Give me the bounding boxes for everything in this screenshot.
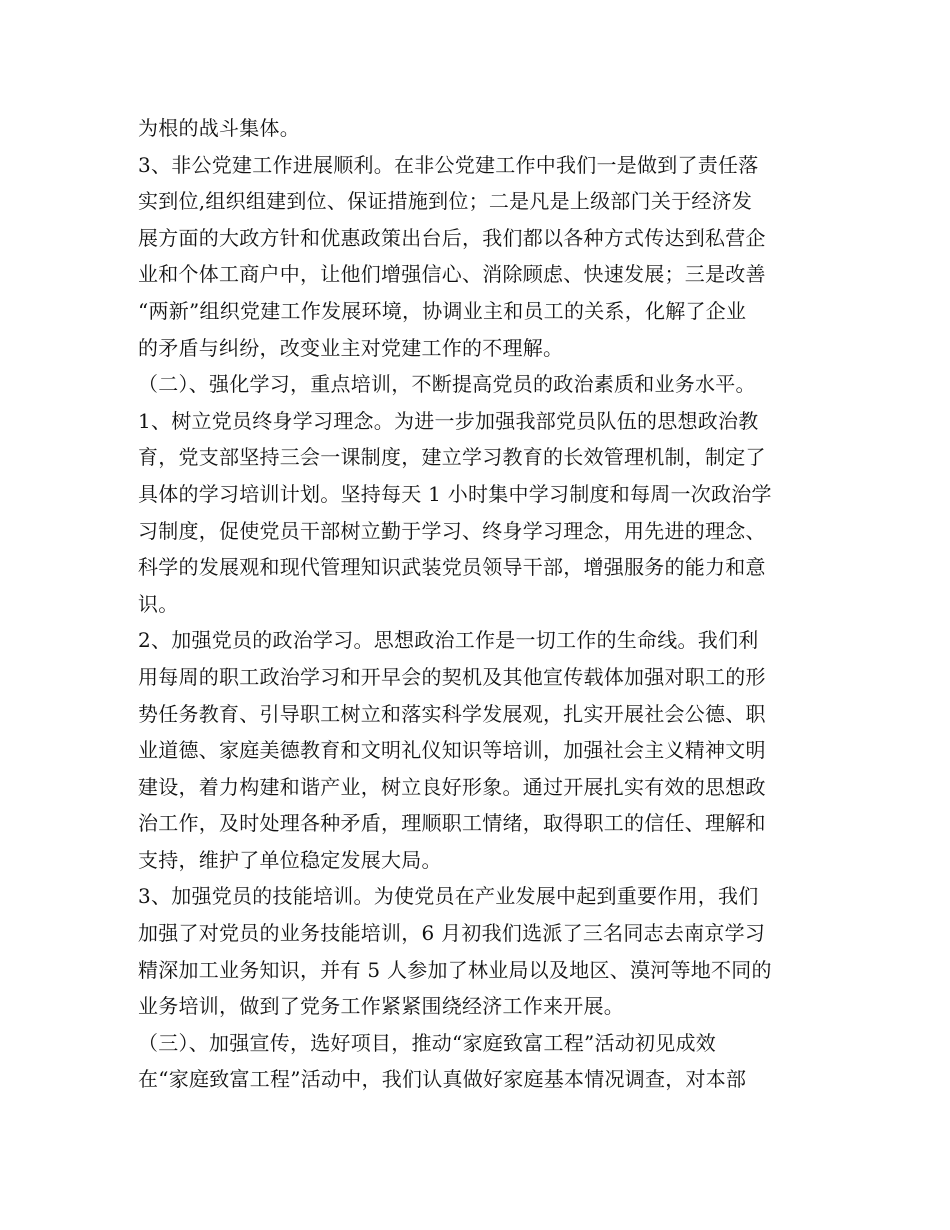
text-line: 业和个体工商户中，让他们增强信心、消除顾虑、快速发展；三是改善 [138, 262, 766, 287]
text-line: 业务培训，做到了党务工作紧紧围绕经济工作来开展。 [138, 994, 624, 1019]
text-line: 识。 [138, 591, 179, 616]
text-line: 具体的学习培训计划。坚持每天 1 小时集中学习制度和每周一次政治学 [138, 481, 772, 506]
text-line: 1、树立党员终身学习理念。为进一步加强我部党员队伍的思想政治教 [138, 408, 759, 433]
text-line: 3、加强党员的技能培训。为使党员在产业发展中起到重要作用，我们 [138, 884, 759, 909]
text-line: 实到位,组织组建到位、保证措施到位；二是凡是上级部门关于经济发 [138, 189, 753, 214]
text-line: 在“家庭致富工程”活动中，我们认真做好家庭基本情况调查，对本部 [138, 1067, 747, 1092]
text-line: 建设，着力构建和谐产业，树立良好形象。通过开展扎实有效的思想政 [138, 774, 766, 799]
text-line: 的矛盾与纠纷，改变业主对党建工作的不理解。 [138, 335, 564, 360]
text-line: 精深加工业务知识，并有 5 人参加了林业局以及地区、漠河等地不同的 [138, 957, 772, 982]
text-line: 为根的战斗集体。 [138, 116, 300, 140]
text-line: 习制度，促使党员干部树立勤于学习、终身学习理念，用先进的理念、 [138, 518, 766, 543]
section-heading: （三）、加强宣传，选好项目，推动“家庭致富工程”活动初见成效 [138, 1030, 716, 1055]
text-line: 育，党支部坚持三会一课制度，建立学习教育的长效管理机制，制定了 [138, 445, 766, 470]
section-heading: （二）、强化学习，重点培训，不断提高党员的政治素质和业务水平。 [138, 372, 756, 397]
text-line: 科学的发展观和现代管理知识武装党员领导干部，增强服务的能力和意 [138, 555, 766, 580]
text-line: 3、非公党建工作进展顺利。在非公党建工作中我们一是做到了责任落 [138, 152, 759, 177]
text-line: 业道德、家庭美德教育和文明礼仪知识等培训，加强社会主义精神文明 [138, 738, 766, 763]
text-line: 势任务教育、引导职工树立和落实科学发展观，扎实开展社会公德、职 [138, 701, 766, 726]
text-line: 2、加强党员的政治学习。思想政治工作是一切工作的生命线。我们利 [138, 628, 759, 653]
text-line: “两新”组织党建工作发展环境，协调业主和员工的关系，化解了企业 [138, 298, 747, 323]
text-line: 支持，维护了单位稳定发展大局。 [138, 847, 442, 872]
text-line: 加强了对党员的业务技能培训，6 月初我们选派了三名同志去南京学习 [138, 921, 766, 946]
text-line: 用每周的职工政治学习和开早会的契机及其他宣传载体加强对职工的形 [138, 664, 766, 689]
text-line: 治工作，及时处理各种矛盾，理顺职工情绪，取得职工的信任、理解和 [138, 811, 766, 836]
body-text [138, 110, 818, 1098]
text-line: 展方面的大政方针和优惠政策出台后，我们都以各种方式传达到私营企 [138, 225, 766, 250]
